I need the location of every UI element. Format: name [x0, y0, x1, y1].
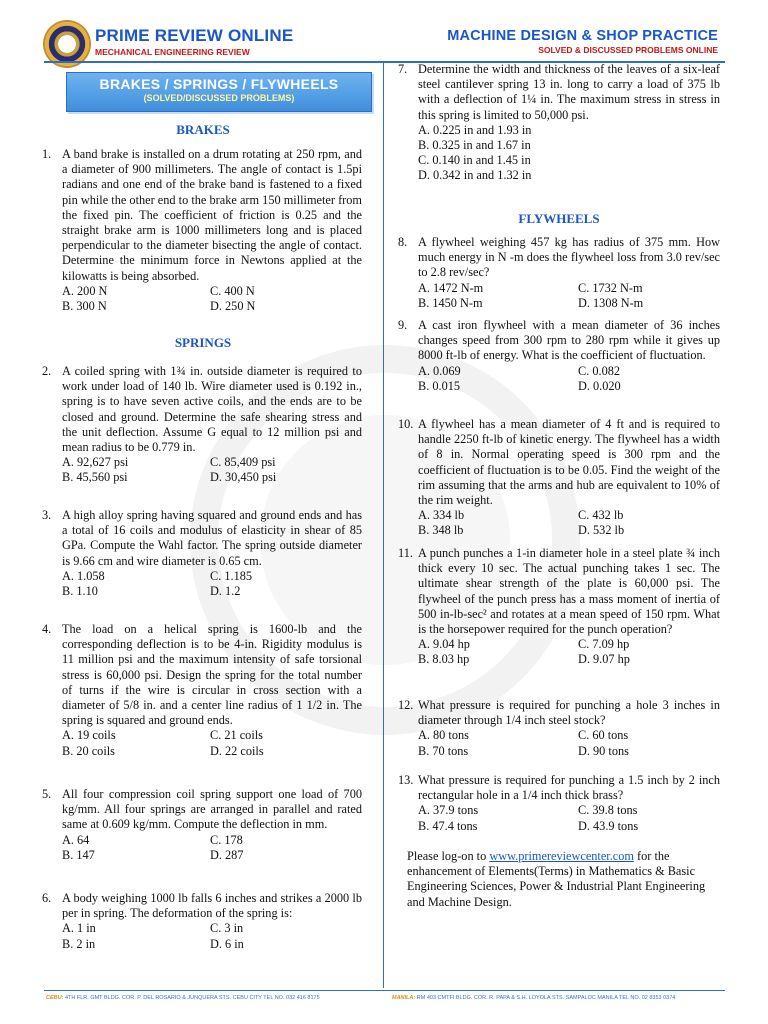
question-text: A flywheel weighing 457 kg has radius of 375 mm. How much energy in N -m does the flywheel loss from 3.0 rev/sec to 2.8 rev/sec? — [418, 235, 720, 280]
question-10 — [398, 417, 720, 539]
question-number: 1. — [42, 147, 52, 161]
option: D. 287 — [210, 847, 244, 862]
options — [418, 508, 720, 538]
option: D. 0.020 — [578, 378, 621, 393]
footer-cebu-label: CEBU: — [46, 995, 64, 1001]
option: A. 0.069 — [418, 363, 461, 378]
question-number: 2. — [42, 364, 52, 378]
question-text: All four compression coil spring support one load of 700 kg/mm. All four springs are arranged in parallel and rated same at 0.609 kg/mm. Compute the deflection in mm. — [62, 787, 362, 832]
brand-subtitle: MECHANICAL ENGINEERING REVIEW — [95, 47, 250, 57]
footer-manila-label: MANILA: — [392, 995, 416, 1001]
note-text-post: for the enhancement of Elements(Terms) in Mathematics & Basic Engineering Sciences, Power & Industrial Plant Engineering and Machine Design. — [407, 849, 706, 909]
question-text: A band brake is installed on a drum rotating at 250 rpm, and a diameter of 900 millimeters. The angle of contact is 1.5pi radians and one end of the brake band is fastened to a fixed pin while the other end to the brake arm 150 millimeter from the fixed pin. The coefficient of friction is 0.25 and the straight brake arm is 1000 millimeters long and is placed perpendicular to the diameter bisecting the angle of contact. Determine the minimum force in Newtons applied at the kilowatts is being absorbed. — [62, 147, 362, 283]
option: D. 0.342 in and 1.32 in — [418, 168, 532, 183]
question-number: 3. — [42, 508, 52, 522]
question-5 — [42, 787, 362, 863]
option: D. 90 tons — [578, 743, 629, 758]
option: A. 0.225 in and 1.93 in — [418, 122, 532, 137]
banner-title: BRAKES / SPRINGS / FLYWHEELS — [99, 76, 339, 92]
subject-subtitle: SOLVED & DISCUSSED PROBLEMS ONLINE — [538, 45, 718, 55]
options — [62, 833, 362, 863]
question-3 — [42, 508, 362, 599]
question-9 — [398, 318, 720, 394]
footer-manila — [392, 995, 675, 1001]
option: D. 250 N — [210, 299, 256, 314]
option: B. 45,560 psi — [62, 470, 128, 485]
footer-manila-address: RM 403 CMTFI BLDG. COR. R. PAPA & S.H. LOYOLA STS. SAMPALOC MANILA TEL NO. 02 8353 0374 — [416, 995, 676, 1001]
option: C. 39.8 tons — [578, 803, 638, 818]
question-number: 6. — [42, 891, 52, 905]
option: D. 6 in — [210, 936, 244, 951]
footer-cebu-address: 4TH FLR. GMT BLDG. COR. P. DEL ROSARIO & JUNQUERA STS. CEBU CITY TEL NO. 032 416 8175 — [64, 995, 320, 1001]
note-text-pre: Please log-on to — [407, 849, 490, 863]
question-4 — [42, 622, 362, 759]
question-13 — [398, 773, 720, 834]
review-center-note — [407, 849, 719, 910]
option: A. 1472 N-m — [418, 280, 484, 295]
question-number: 9. — [398, 318, 408, 332]
question-12 — [398, 698, 720, 759]
question-text: The load on a helical spring is 1600-lb and the corresponding deflection is to be 4-in. Rigidity modulus is 11 million psi and the maximum intensity of safe torsional stress is 60,000 psi. Design the spring for the total number of turns if the wire is circular in cross section with a diameter of 5/8 in. and a center line radius of 1 1/2 in. The spring is squared and ground ends. — [62, 622, 362, 728]
option: A. 80 tons — [418, 728, 469, 743]
options — [62, 921, 362, 951]
option: D. 30,450 psi — [210, 470, 277, 485]
option: B. 300 N — [62, 299, 107, 314]
option: B. 147 — [62, 847, 95, 862]
option: B. 70 tons — [418, 743, 469, 758]
options — [62, 284, 362, 314]
option: D. 532 lb — [578, 523, 625, 538]
question-number: 10. — [398, 417, 414, 431]
section-springs: SPRINGS — [174, 335, 232, 350]
option: C. 60 tons — [578, 728, 629, 743]
topic-banner — [66, 72, 372, 112]
option: A. 9.04 hp — [418, 637, 470, 652]
question-text: What pressure is required for punching a hole 3 inches in diameter through 1/4 inch steel stock? — [418, 698, 720, 728]
option: D. 9.07 hp — [578, 652, 630, 667]
question-11 — [398, 546, 720, 668]
question-number: 4. — [42, 622, 52, 636]
option: B. 1.10 — [62, 584, 98, 599]
option: B. 1450 N-m — [418, 295, 483, 310]
options — [62, 728, 362, 758]
question-number: 12. — [398, 698, 414, 712]
option: D. 22 coils — [210, 743, 264, 758]
footer-divider — [44, 990, 725, 991]
option: B. 0.015 — [418, 378, 461, 393]
column-divider — [383, 62, 384, 988]
options — [418, 364, 720, 394]
option: A. 19 coils — [62, 728, 116, 743]
option: C. 400 N — [210, 283, 255, 298]
option: C. 21 coils — [210, 728, 263, 743]
option: C. 85,409 psi — [210, 455, 276, 470]
options — [418, 803, 720, 833]
question-text: A cast iron flywheel with a mean diameter of 36 inches changes speed from 300 rpm to 280 rpm while it gives up 8000 ft-lb of energy. What is the coefficient of fluctuation. — [418, 318, 720, 363]
option: A. 334 lb — [418, 508, 465, 523]
option: D. 1308 N-m — [578, 295, 644, 310]
question-text: A punch punches a 1-in diameter hole in a steel plate ¾ inch thick every 10 sec. The actual punching takes 1 sec. The ultimate shear strength of the plate is 60,000 psi. The flywheel of the punch press has a mass moment of inertia of 500 in-lb-sec² and rotates at a mean speed of 150 rpm. What is the horsepower required for the punch operation? — [418, 546, 720, 637]
subject-title: MACHINE DESIGN & SHOP PRACTICE — [447, 28, 718, 44]
question-number: 13. — [398, 773, 414, 787]
question-text: What pressure is required for punching a 1.5 inch by 2 inch rectangular hole in a 1/4 inch thick brass? — [418, 773, 720, 803]
options — [418, 637, 720, 667]
option: D. 1.2 — [210, 584, 241, 599]
header-left — [95, 26, 293, 57]
option: D. 43.9 tons — [578, 818, 639, 833]
brand-title: PRIME REVIEW ONLINE — [95, 26, 294, 45]
options — [62, 569, 362, 599]
question-number: 5. — [42, 787, 52, 801]
question-text: A flywheel has a mean diameter of 4 ft and is required to handle 2250 ft-lb of kinetic energy. The flywheel has a width of 8 in. Normal operating speed is 300 rpm and the coefficient of fluctuation is to be 0.05. Find the weight of the rim assuming that the arms and hub are equivalent to 10% of the rim weight. — [418, 417, 720, 508]
option: A. 92,627 psi — [62, 455, 129, 470]
option: C. 178 — [210, 832, 243, 847]
prime-logo-icon — [45, 22, 89, 66]
options — [418, 123, 720, 184]
question-7 — [398, 62, 720, 184]
option: C. 0.082 — [578, 363, 621, 378]
option: B. 8.03 hp — [418, 652, 470, 667]
question-6 — [42, 891, 362, 952]
question-number: 8. — [398, 235, 408, 249]
option: B. 0.325 in and 1.67 in — [418, 138, 531, 153]
option: C. 7.09 hp — [578, 637, 630, 652]
option: A. 37.9 tons — [418, 803, 479, 818]
question-number: 11. — [398, 546, 413, 560]
question-number: 7. — [398, 62, 408, 76]
question-2 — [42, 364, 362, 486]
options — [418, 281, 720, 311]
option: C. 0.140 in and 1.45 in — [418, 153, 531, 168]
option: B. 2 in — [62, 936, 96, 951]
option: A. 1 in — [62, 921, 96, 936]
option: C. 3 in — [210, 921, 244, 936]
header-right — [447, 28, 718, 55]
options — [418, 728, 720, 758]
section-flywheels: FLYWHEELS — [518, 211, 600, 226]
option: C. 432 lb — [578, 508, 624, 523]
question-text: A coiled spring with 1¾ in. outside diameter is required to work under load of 140 lb. Wire diameter used is 0.192 in., spring is to have seven active coils, and the ends are to be closed and ground. Determine the safe shearing stress and the unit deflection. Assume G equal to 12 million psi and mean radius to be 0.779 in. — [62, 364, 362, 455]
option: A. 200 N — [62, 283, 108, 298]
website-link[interactable]: www.primereviewcenter.com — [489, 849, 634, 863]
option: C. 1.185 — [210, 568, 253, 583]
question-1 — [42, 147, 362, 314]
question-text: Determine the width and thickness of the leaves of a six-leaf steel cantilever spring 13 in. long to carry a load of 375 lb with a deflection of 1¼ in. The maximum stress in stress in this spring is limited to 50,000 psi. — [418, 62, 720, 122]
option: B. 20 coils — [62, 743, 115, 758]
option: A. 1.058 — [62, 568, 105, 583]
footer-cebu — [46, 995, 320, 1001]
option: A. 64 — [62, 832, 90, 847]
question-text: A high alloy spring having squared and ground ends and has a total of 16 coils and modulus of elasticity in shear of 85 GPa. Compute the Wahl factor. The spring outside diameter is 9.66 cm and wire diameter is 0.65 cm. — [62, 508, 362, 568]
banner-subtitle: (SOLVED/DISCUSSED PROBLEMS) — [143, 93, 295, 103]
options — [62, 455, 362, 485]
option: C. 1732 N-m — [578, 280, 643, 295]
question-text: A body weighing 1000 lb falls 6 inches and strikes a 2000 lb per in spring. The deformation of the spring is: — [62, 891, 362, 921]
option: B. 47.4 tons — [418, 818, 478, 833]
section-brakes: BRAKES — [176, 122, 230, 137]
option: B. 348 lb — [418, 523, 464, 538]
question-8 — [398, 235, 720, 311]
